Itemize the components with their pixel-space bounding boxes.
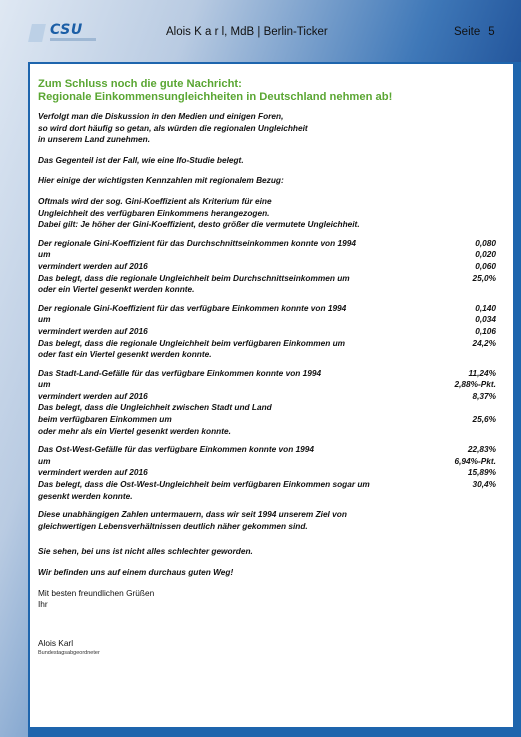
- statistic-text: Das belegt, dass die Ost-West-Ungleichheit beim verfügbaren Einkommen sogar um: [38, 479, 370, 490]
- statistic-block: [38, 444, 496, 502]
- statistic-text: Das Stadt-Land-Gefälle für das verfügbare Einkommen konnte von 1994: [38, 367, 322, 378]
- signature-role: Bundestagsabgeordneter: [38, 649, 100, 656]
- statistic-row: [38, 467, 496, 479]
- contrary-paragraph: Das Gegenteil ist der Fall, wie eine Ifo-Studie belegt.: [38, 154, 244, 165]
- statistic-text: um: [38, 249, 51, 260]
- statistic-block: [38, 368, 496, 438]
- statistic-value: 0,060: [475, 260, 496, 271]
- header-title: Alois K a r l, MdB | Berlin-Ticker: [166, 26, 328, 38]
- statistic-row: [38, 491, 496, 503]
- article-body: [38, 78, 496, 657]
- statistic-text: vermindert werden auf 2016: [38, 390, 148, 401]
- headline-line-1: Zum Schluss noch die gute Nachricht:: [38, 78, 242, 90]
- conclusion-line: gleichwertigen Lebensverhältnissen deutlich näher gekommen sind.: [38, 520, 308, 531]
- statistic-row: [38, 314, 496, 326]
- logo-text: CSU: [50, 22, 83, 38]
- statistic-value: 0,080: [475, 237, 496, 248]
- statistic-row: [38, 326, 496, 338]
- statistic-value: 25,6%: [472, 414, 496, 425]
- lion-mark-icon: [28, 24, 46, 42]
- statistic-text: um: [38, 314, 51, 325]
- statistic-text: um: [38, 455, 51, 466]
- intro-line: so wird dort häufig so getan, als würden die regionalen Ungleichheit: [38, 122, 308, 133]
- statistic-row: [38, 456, 496, 468]
- statistic-text: Das belegt, dass die regionale Ungleichheit beim verfügbaren Einkommen um: [38, 337, 346, 348]
- statistic-value: 22,83%: [467, 444, 496, 455]
- gini-line: Dabei gilt: Je höher der Gini-Koeffizient, desto größer die vermutete Ungleichheit.: [38, 219, 360, 230]
- statistic-text: oder ein Viertel gesenkt werden konnte.: [38, 284, 195, 295]
- headline-line-2: Regionale Einkommensungleichheiten in Deutschland nehmen ab!: [38, 91, 393, 103]
- statistic-row: [38, 402, 496, 414]
- statistic-block: [38, 238, 496, 296]
- closing-greeting: [38, 588, 496, 610]
- statistic-value: 2,88%-Pkt.: [454, 379, 496, 390]
- statistic-text: beim verfügbaren Einkommen um: [38, 414, 172, 425]
- statistic-value: 0,034: [475, 314, 496, 325]
- statistic-row: [38, 379, 496, 391]
- good-way-paragraph: Wir befinden uns auf einem durchaus guten Weg!: [38, 567, 234, 577]
- statistic-row: [38, 479, 496, 491]
- statistic-row: [38, 273, 496, 285]
- page-header: [0, 12, 521, 50]
- statistics-blocks: [38, 238, 496, 509]
- csu-logo: [30, 22, 102, 46]
- statistic-text: Das belegt, dass die regionale Ungleichheit beim Durchschnittseinkommen um: [38, 272, 350, 283]
- intro-line: Verfolgt man die Diskussion in den Medien und einigen Foren,: [38, 111, 284, 121]
- statistic-value: 8,37%: [472, 390, 496, 401]
- gini-line: Oftmals wird der sog. Gini-Koeffizient als Kriterium für eine: [38, 195, 272, 206]
- statistic-block: [38, 303, 496, 361]
- statistic-value: 0,020: [475, 249, 496, 260]
- statistic-text: oder mehr als ein Viertel gesenkt werden konnte.: [38, 425, 231, 436]
- statistic-row: [38, 303, 496, 315]
- page-indicator: [454, 26, 495, 38]
- statistic-value: 24,2%: [472, 337, 496, 348]
- intro-line: in unserem Land zunehmen.: [38, 134, 151, 145]
- logo-underline: [50, 38, 96, 41]
- conclusion-paragraph: [38, 509, 496, 532]
- statistic-row: [38, 414, 496, 426]
- statistic-row: [38, 368, 496, 380]
- statistic-text: Das belegt, dass die Ungleichheit zwischen Stadt und Land: [38, 402, 272, 413]
- statistic-text: Das Ost-West-Gefälle für das verfügbare Einkommen konnte von 1994: [38, 444, 315, 455]
- gini-explanation: [38, 196, 496, 231]
- page-number: 5: [488, 26, 495, 38]
- statistic-value: 0,106: [475, 325, 496, 336]
- statistic-text: Der regionale Gini-Koeffizient für das Durchschnittseinkommen konnte von 1994: [38, 237, 356, 248]
- statistic-text: vermindert werden auf 2016: [38, 260, 148, 271]
- conclusion-line: Diese unabhängigen Zahlen untermauern, dass wir seit 1994 unserem Ziel von: [38, 509, 347, 520]
- statistic-row: [38, 238, 496, 250]
- statistic-row: [38, 444, 496, 456]
- key-figures-intro: Hier einige der wichtigsten Kennzahlen mit regionalem Bezug:: [38, 175, 284, 186]
- statistic-row: [38, 349, 496, 361]
- page-label: Seite: [454, 26, 481, 38]
- statistic-text: gesenkt werden konnte.: [38, 490, 133, 501]
- statistic-value: 11,24%: [468, 367, 496, 378]
- statistic-row: [38, 249, 496, 261]
- statistic-row: [38, 338, 496, 350]
- statistic-value: 0,140: [475, 302, 496, 313]
- statistic-value: 30,4%: [472, 479, 496, 490]
- closing-line-2: Ihr: [38, 598, 48, 609]
- statistic-row: [38, 261, 496, 273]
- closing-line-1: Mit besten freundlichen Grüßen: [38, 587, 155, 598]
- statistic-value: 6,94%-Pkt.: [454, 455, 496, 466]
- statistic-value: 25,0%: [472, 272, 496, 283]
- statistic-text: Der regionale Gini-Koeffizient für das verfügbare Einkommen konnte von 1994: [38, 302, 347, 313]
- statistic-row: [38, 391, 496, 403]
- statistic-text: um: [38, 379, 51, 390]
- statistic-text: oder fast ein Viertel gesenkt werden konnte.: [38, 349, 212, 360]
- signature-name: Alois Karl: [38, 637, 74, 648]
- statistic-row: [38, 284, 496, 296]
- statistic-text: vermindert werden auf 2016: [38, 467, 148, 478]
- intro-paragraph: [38, 111, 496, 146]
- statistic-value: 15,89%: [467, 467, 496, 478]
- gini-line: Ungleichheit des verfügbaren Einkommens herangezogen.: [38, 207, 270, 218]
- see-paragraph: Sie sehen, bei uns ist nicht alles schlechter geworden.: [38, 546, 253, 557]
- headline: [38, 78, 496, 104]
- statistic-row: [38, 426, 496, 438]
- statistic-text: vermindert werden auf 2016: [38, 325, 148, 336]
